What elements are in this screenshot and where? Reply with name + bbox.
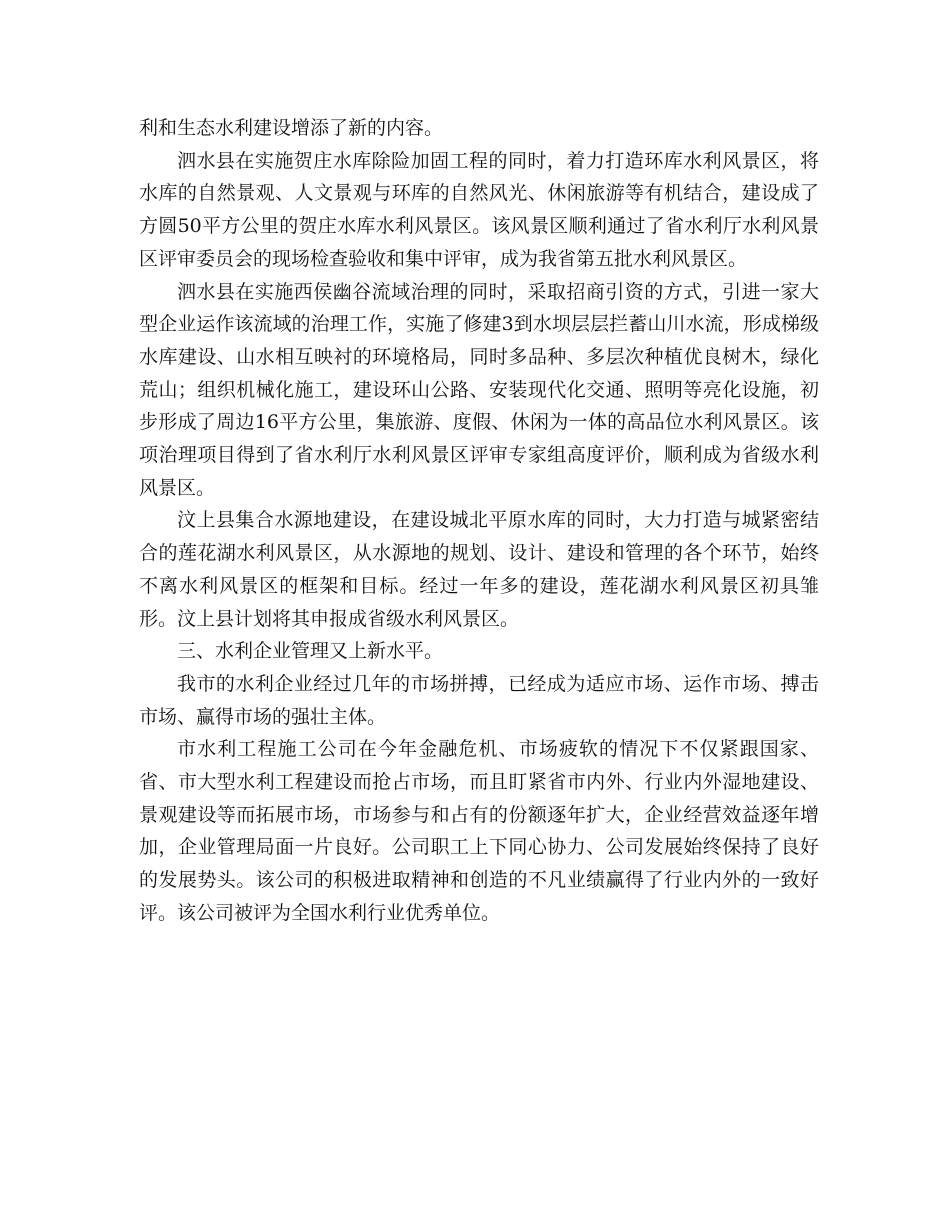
paragraph-continuation: 利和生态水利建设增添了新的内容。 — [139, 117, 444, 139]
paragraph-construction-company: 市水利工程施工公司在今年金融危机、市场疲软的情况下不仅紧跟国家、省、市大型水利工程建设而抢占市场，而且盯紧省市内外、行业内外湿地建设、景观建设等而拓展市场，市场参与和占有的份额逐年扩大，企业经营效益逐年增加，企业管理局面一片良好。公司职工上下同心协力、公司发展始终保持了良好的发展势头。该公司的积极进取精神和创造的不凡业绩赢得了行业内外的一致好评。该公司被评为全国水利行业优秀单位。 — [139, 738, 819, 924]
paragraph-water-enterprises: 我市的水利企业经过几年的市场拼搏，已经成为适应市场、运作市场、搏击市场、赢得市场的强壮主体。 — [139, 672, 819, 728]
paragraph-lianhua-lake: 汶上县集合水源地建设，在建设城北平原水库的同时，大力打造与城紧密结合的莲花湖水利风景区，从水源地的规划、设计、建设和管理的各个环节，始终不离水利风景区的框架和目标。经过一年多的建设，莲花湖水利风景区初具雏形。汶上县计划将其申报成省级水利风景区。 — [139, 509, 819, 630]
section-heading-enterprise-management: 三、水利企业管理又上新水平。 — [177, 640, 444, 663]
paragraph-xihou-valley: 泗水县在实施西侯幽谷流域治理的同时，采取招商引资的方式，引进一家大型企业运作该流域的治理工作，实施了修建3到水坝层层拦蓄山川水流，形成梯级水库建设、山水相互映衬的环境格局，同时多品种、多层次种植优良树木，绿化荒山；组织机械化施工，建设环山公路、安装现代化交通、照明等亮化设施，初步形成了周边16平方公里，集旅游、度假、休闲为一体的高品位水利风景区。该项治理项目得到了省水利厅水利风景区评审专家组高度评价，顺利成为省级水利风景区。 — [139, 280, 819, 499]
document-body — [139, 112, 819, 930]
paragraph-hezhuang-reservoir: 泗水县在实施贺庄水库除险加固工程的同时，着力打造环库水利风景区，将水库的自然景观、人文景观与环库的自然风光、休闲旅游等有机结合，建设成了方圆50平方公里的贺庄水库水利风景区。该风景区顺利通过了省水利厅水利风景区评审委员会的现场检查验收和集中评审，成为我省第五批水利风景区。 — [139, 149, 819, 270]
